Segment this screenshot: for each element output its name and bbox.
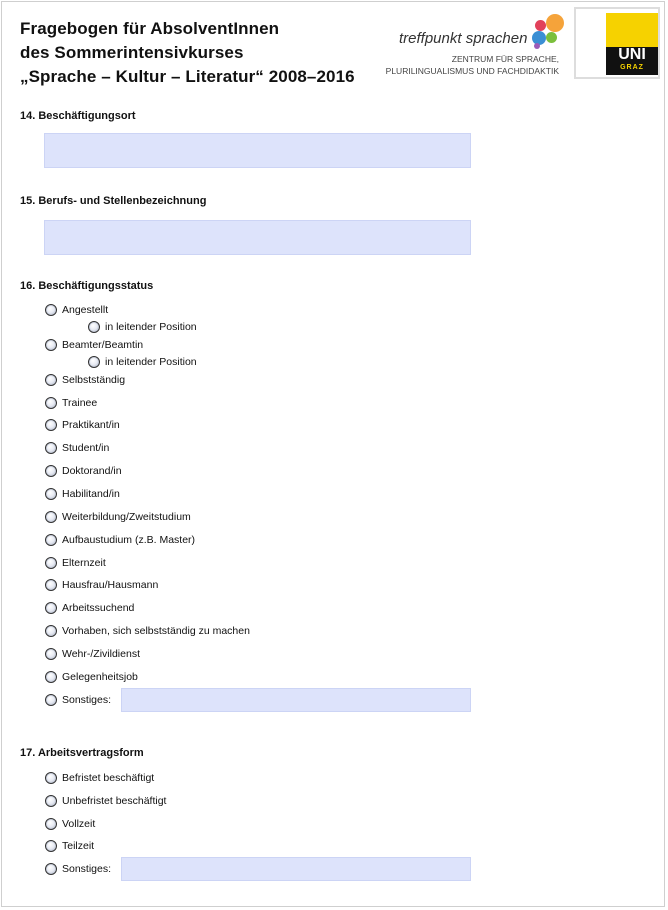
radio-beamter[interactable]: [45, 339, 143, 351]
radio-button[interactable]: [45, 671, 57, 683]
title-line-2: des Sommerintensivkurses: [20, 43, 244, 62]
contract-other-field[interactable]: [121, 857, 471, 881]
radio-unbefristet[interactable]: [45, 795, 166, 807]
radio-button[interactable]: [45, 511, 57, 523]
radio-button[interactable]: [45, 397, 57, 409]
option-label: Angestellt: [62, 304, 109, 316]
question-15-heading: 15. Berufs- und Stellenbezeichnung: [20, 195, 207, 207]
question-16-heading: 16. Beschäftigungsstatus: [20, 280, 154, 292]
radio-aufbaustudium[interactable]: [45, 534, 195, 546]
radio-button[interactable]: [45, 795, 57, 807]
radio-button[interactable]: [45, 625, 57, 637]
form-title: [20, 17, 355, 89]
graz-label: GRAZ: [620, 64, 644, 71]
option-label: Praktikant/in: [62, 419, 120, 431]
status-other-field[interactable]: [121, 688, 471, 712]
radio-button[interactable]: [88, 356, 100, 368]
option-label: Vollzeit: [62, 818, 96, 830]
job-title-field[interactable]: [44, 220, 471, 255]
radio-button[interactable]: [45, 465, 57, 477]
radio-button[interactable]: [45, 772, 57, 784]
option-label: Habilitand/in: [62, 488, 120, 500]
uni-graz-logo: [574, 7, 660, 79]
radio-button[interactable]: [45, 304, 57, 316]
logo-subtitle-line-1: ZENTRUM FÜR SPRACHE,: [451, 54, 559, 64]
radio-wehrdienst[interactable]: [45, 648, 140, 660]
question-14-heading: 14. Beschäftigungsort: [20, 110, 136, 122]
option-label: Arbeitssuchend: [62, 602, 135, 614]
option-label: Trainee: [62, 397, 98, 409]
treffpunkt-sprachen-logo: [385, 14, 569, 84]
option-label: Gelegenheitsjob: [62, 671, 138, 683]
logo-name: treffpunkt sprachen: [399, 30, 528, 47]
radio-button[interactable]: [45, 840, 57, 852]
radio-button[interactable]: [45, 339, 57, 351]
radio-angestellt-leitend[interactable]: [88, 321, 197, 333]
colored-dots-icon: [532, 14, 568, 50]
radio-gelegenheitsjob[interactable]: [45, 671, 138, 683]
radio-button[interactable]: [45, 579, 57, 591]
uni-label: UNI: [618, 46, 646, 63]
question-17-heading: 17. Arbeitsvertragsform: [20, 747, 144, 759]
title-line-1: Fragebogen für AbsolventInnen: [20, 19, 280, 38]
option-label: Student/in: [62, 442, 110, 454]
option-label: in leitender Position: [105, 356, 197, 368]
radio-button[interactable]: [45, 648, 57, 660]
option-label: Selbstständig: [62, 374, 126, 386]
option-label: in leitender Position: [105, 321, 197, 333]
option-label: Teilzeit: [62, 840, 95, 852]
option-label: Beamter/Beamtin: [62, 339, 144, 351]
radio-arbeitssuchend[interactable]: [45, 602, 134, 614]
logo-subtitle: [386, 53, 559, 77]
radio-button[interactable]: [45, 419, 57, 431]
option-label: Vorhaben, sich selbstständig zu machen: [62, 625, 250, 637]
radio-selbststaendig[interactable]: [45, 374, 125, 386]
option-label: Elternzeit: [62, 557, 106, 569]
radio-sonstiges-status[interactable]: [45, 694, 111, 706]
radio-button[interactable]: [45, 374, 57, 386]
radio-button[interactable]: [88, 321, 100, 333]
radio-student[interactable]: [45, 442, 109, 454]
option-label: Wehr-/Zivildienst: [62, 648, 140, 660]
radio-button[interactable]: [45, 602, 57, 614]
radio-befristet[interactable]: [45, 772, 154, 784]
radio-teilzeit[interactable]: [45, 840, 94, 852]
radio-doktorand[interactable]: [45, 465, 122, 477]
radio-beamter-leitend[interactable]: [88, 356, 197, 368]
radio-button[interactable]: [45, 863, 57, 875]
radio-button[interactable]: [45, 488, 57, 500]
employment-location-field[interactable]: [44, 133, 471, 168]
option-label: Befristet beschäftigt: [62, 772, 155, 784]
option-label: Sonstiges:: [62, 863, 112, 875]
radio-weiterbildung[interactable]: [45, 511, 191, 523]
option-label: Sonstiges:: [62, 694, 112, 706]
option-label: Doktorand/in: [62, 465, 122, 477]
radio-button[interactable]: [45, 534, 57, 546]
radio-vorhaben[interactable]: [45, 625, 250, 637]
radio-vollzeit[interactable]: [45, 818, 95, 830]
radio-button[interactable]: [45, 557, 57, 569]
radio-trainee[interactable]: [45, 397, 97, 409]
radio-elternzeit[interactable]: [45, 557, 106, 569]
radio-angestellt[interactable]: [45, 304, 108, 316]
option-label: Unbefristet beschäftigt: [62, 795, 167, 807]
radio-hausfrau[interactable]: [45, 579, 158, 591]
radio-button[interactable]: [45, 442, 57, 454]
radio-praktikant[interactable]: [45, 419, 120, 431]
option-label: Hausfrau/Hausmann: [62, 579, 159, 591]
option-label: Aufbaustudium (z.B. Master): [62, 534, 196, 546]
title-line-3: „Sprache – Kultur – Literatur“ 2008–2016: [20, 67, 355, 86]
option-label: Weiterbildung/Zweitstudium: [62, 511, 191, 523]
radio-button[interactable]: [45, 818, 57, 830]
radio-sonstiges-vertrag[interactable]: [45, 863, 111, 875]
logo-subtitle-line-2: PLURILINGUALISMUS UND FACHDIDAKTIK: [385, 66, 559, 76]
radio-habilitand[interactable]: [45, 488, 120, 500]
radio-button[interactable]: [45, 694, 57, 706]
